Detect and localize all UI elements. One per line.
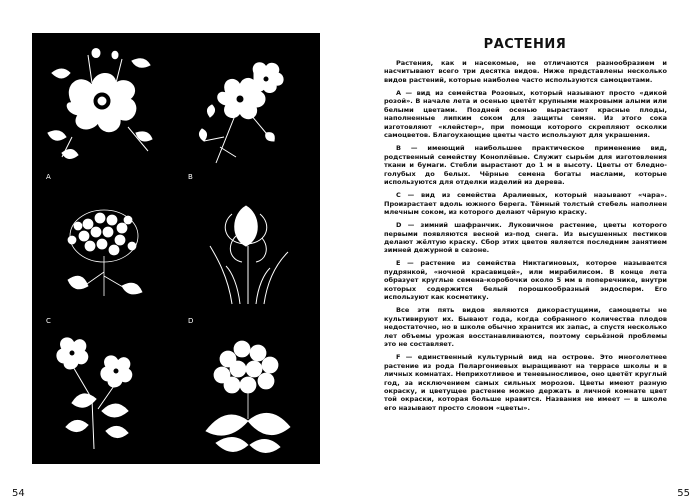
figure-e — [32, 319, 176, 475]
figure-f — [176, 319, 320, 475]
figure-letter: A — [46, 173, 51, 181]
page-number-right: 55 — [677, 488, 690, 499]
figure-letter: E — [46, 467, 51, 475]
figure-a — [32, 33, 176, 181]
four-oclock-flower-icon — [32, 319, 176, 464]
umbel-cluster-icon — [32, 176, 176, 319]
paragraph-e: Е — растение из семейства Никтагиновых, которое называется пудрянкой, «ночной красавицей», или мирабилисом. В конце лета образует круглые семена-коробочки около 5 мм в поперечнике, внутри которых содержится белый порошкообразный эндосперм. Его используют как косметику. — [384, 259, 667, 302]
paragraph-wild: Все эти пять видов являются дикорастущими, самоцветы не культивируют их. Бывают года, когда собранного количества плодов недостаточно, но в школе обычно хранится их запас, а спустя несколько лет объемы урожая восстанавливаются, поэтому серьёзной проблемы это не составляет. — [384, 306, 667, 349]
right-page — [350, 0, 700, 503]
figure-letter: F — [188, 467, 193, 475]
illustration-panel — [32, 33, 320, 475]
figure-letter: C — [46, 317, 51, 325]
wild-rose-sprig-icon — [176, 33, 320, 176]
page-number-left: 54 — [12, 488, 25, 499]
crocus-icon — [176, 176, 320, 319]
figure-b — [176, 33, 320, 181]
paragraph-intro: Растения, как и насекомые, не отличаются разнообразием и насчитывают всего три десятка видов. Ниже представлены несколько видов растений, которые наиболее часто используются самоцветами. — [384, 59, 667, 84]
figure-d — [176, 176, 320, 325]
paragraph-a: А — вид из семейства Розовых, который называют просто «дикой розой». В начале лета и осенью цветёт крупными махровыми алыми или белыми цветами. Поздней осенью вырастают красные плоды, наполненные липким соком для защиты семян. Из этого сока изготовляют «клейстер», при помощи которого скрепляют осколки самоцветов. Благоухающие цветы часто используют для украшения. — [384, 88, 667, 140]
article-body — [384, 59, 667, 417]
paragraph-d: D — зимний шафранчик. Луковичное растение, цветы которого первыми появляются весной из-под снега. Из высушенных пестиков делают жёлтую краску. Сбор этих цветов является последним занятием зимней дежурной в сезоне. — [384, 221, 667, 255]
paragraph-f: F — единственный культурный вид на острове. Это многолетнее растение из рода Пеларгониевых выращивают на террасе школы и в личных комнатах. Неприхотливое и теневыносливое, оно цветёт круглый год, за исключением самых сильных морозов. Цветы имеют разную окраску, и цветущее растение можно держать в личной комнате цвет той окраски, которая больше нравится. Названия не имеет — в школе его называют просто словом «цветы». — [384, 353, 667, 412]
paragraph-c: С — вид из семейства Аралиевых, который называют «чара». Произрастает вдоль южного берега. Тёмный толстый стебель наполнен млечным соком, из которого делают чёрную краску. — [384, 191, 667, 217]
pelargonium-icon — [176, 319, 320, 464]
figure-c — [32, 176, 176, 325]
page-title: РАСТЕНИЯ — [483, 37, 567, 52]
paragraph-b: В — имеющий наибольшее практическое применение вид, родственный семейству Коноплёвые. Служит сырьём для изготовления ткани и бумаги. Стебли вырастают до 1 м в высоту. Цветы от бледно-голубых до белых. Чёрные семена богаты маслами, которые используются для отделки изделий из дерева. — [384, 144, 667, 187]
rose-flower-icon — [32, 33, 176, 176]
figure-letter: B — [188, 173, 193, 181]
figure-letter: D — [188, 317, 194, 325]
